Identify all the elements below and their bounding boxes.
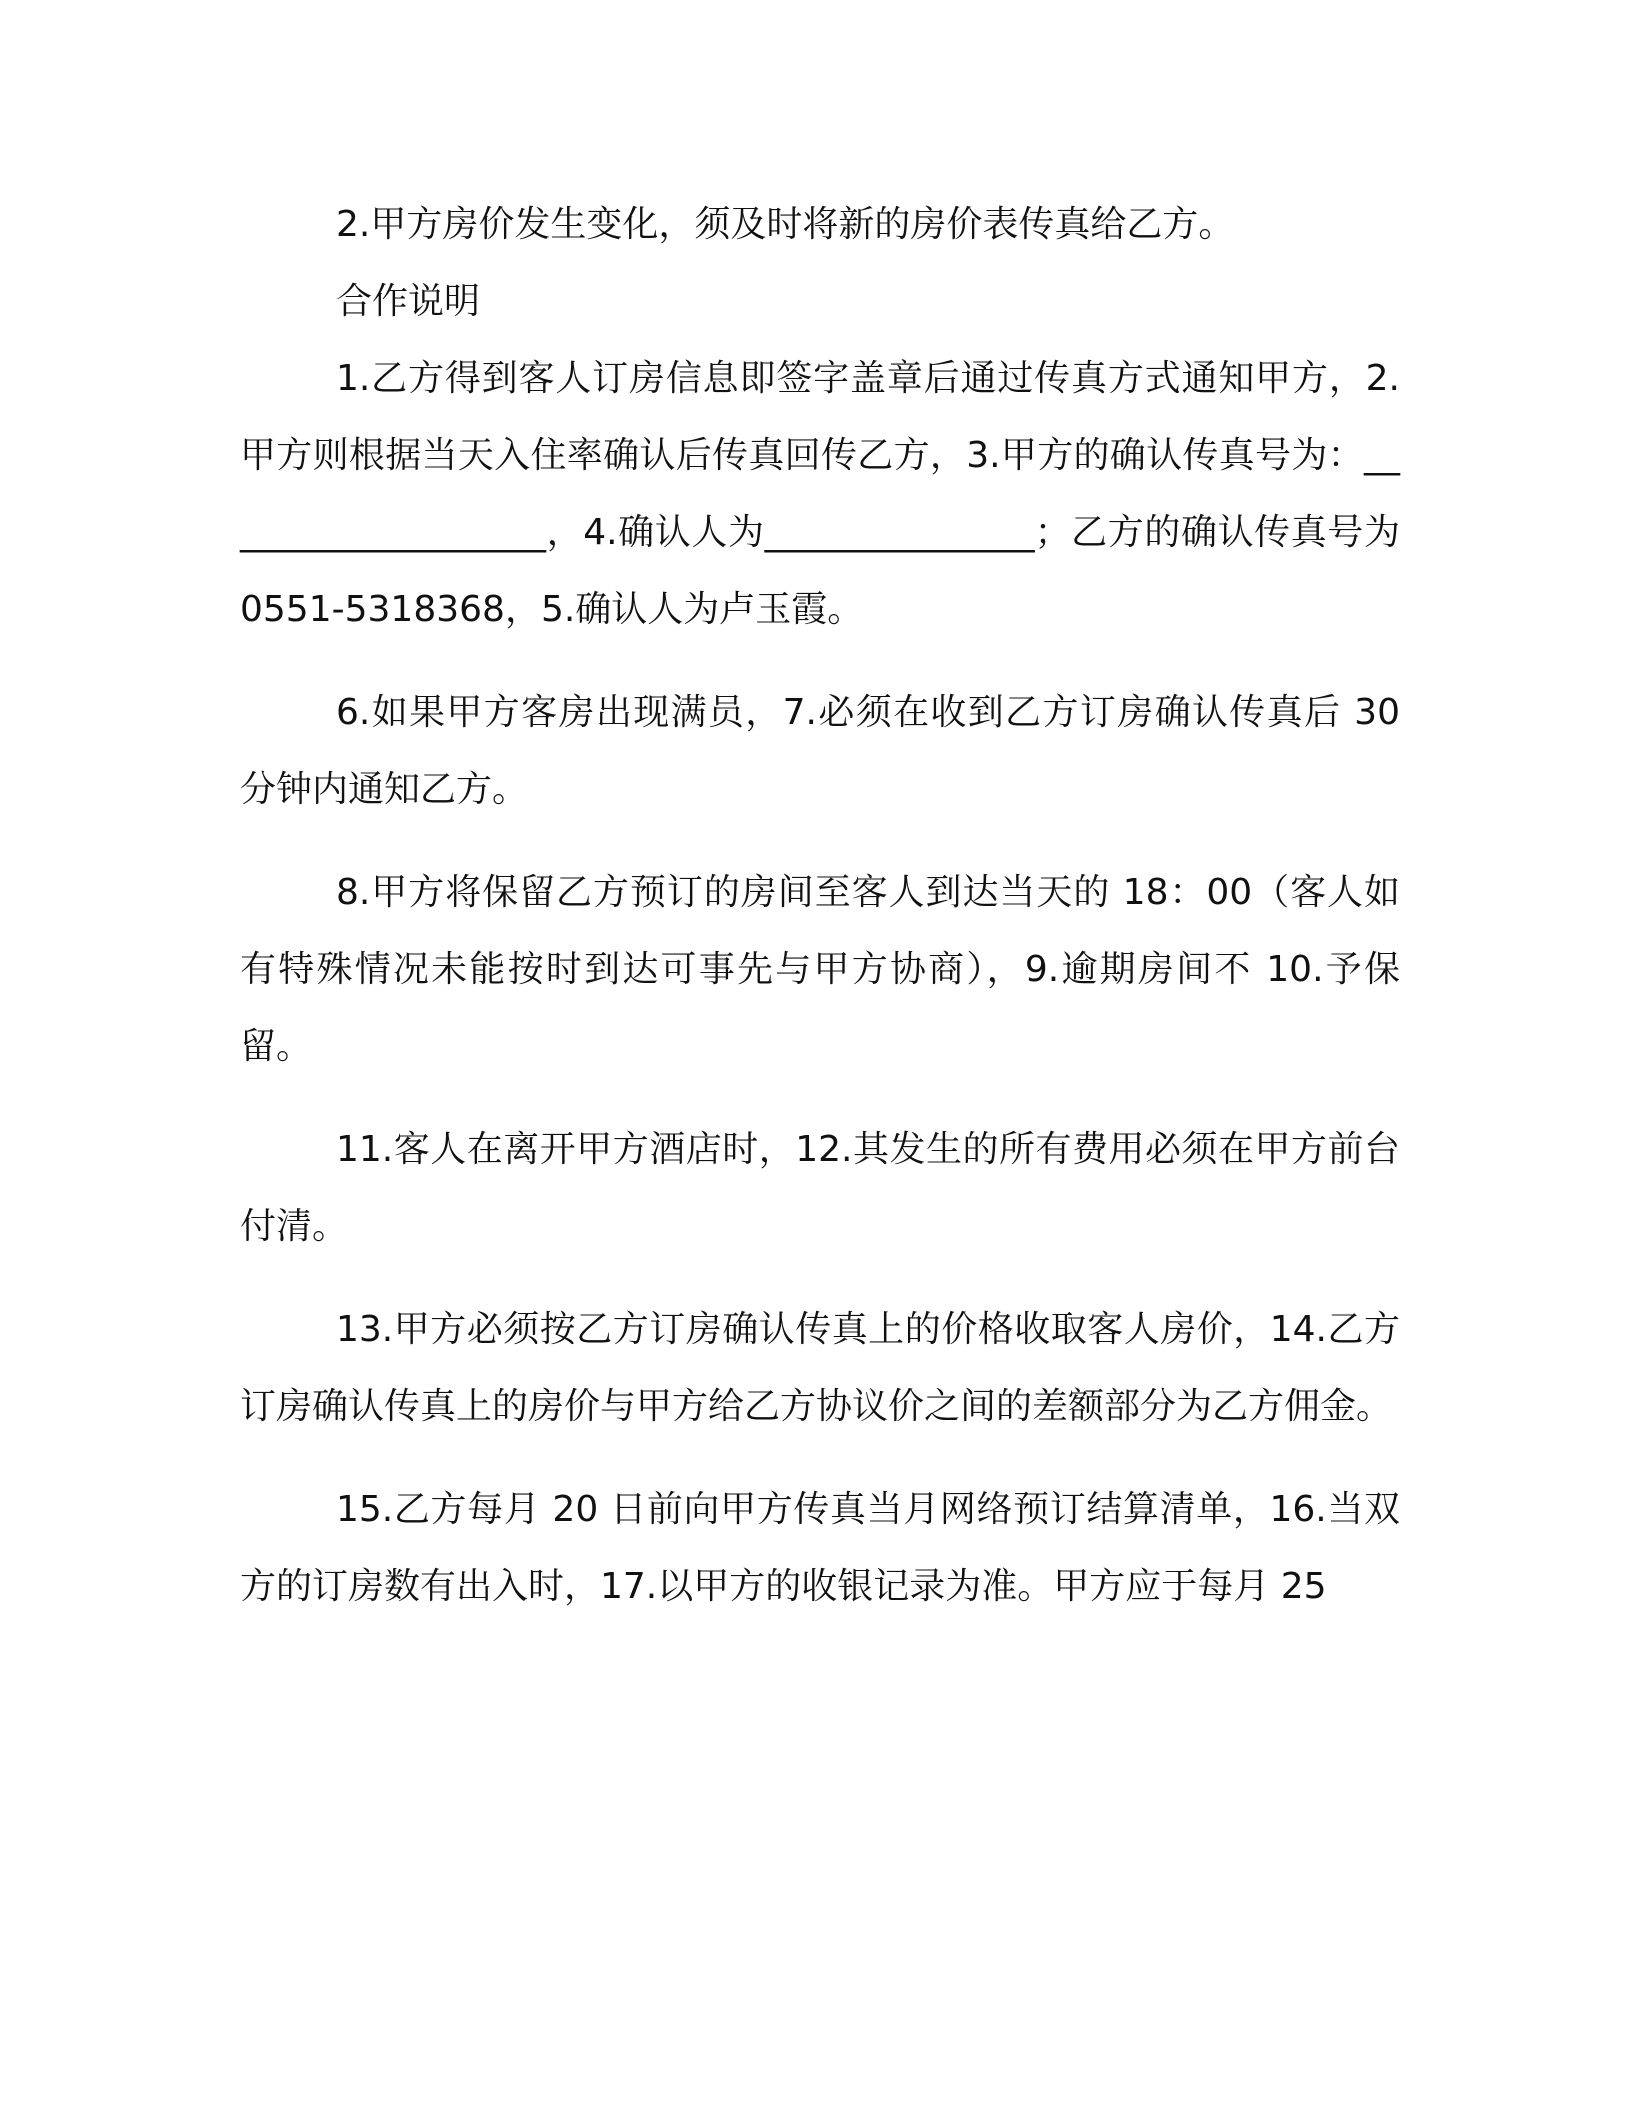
paragraph-room-retention: 8.甲方将保留乙方预订的房间至客人到达当天的 18：00（客人如有特殊情况未能按时到达可事先与甲方协商），9.逾期房间不 10.予保留。 bbox=[240, 872, 1400, 1067]
section-heading-cooperation: 合作说明 bbox=[336, 281, 481, 322]
paragraph-booking-fax: 1.乙方得到客人订房信息即签字盖章后通过传真方式通知甲方，2.甲方则根据当天入住率确认后传真回传乙方，3.甲方的确认传真号为：___________________，4.确认人为_______________；乙方的确认传真号为 0551-5318368，5.确认人为卢玉霞。 bbox=[240, 358, 1412, 630]
document-body bbox=[240, 186, 1412, 1625]
paragraph-checkout-payment: 11.客人在离开甲方酒店时，12.其发生的所有费用必须在甲方前台付清。 bbox=[240, 1129, 1400, 1247]
paragraph-monthly-settlement: 15.乙方每月 20 日前向甲方传真当月网络预订结算清单，16.当双方的订房数有出入时，17.以甲方的收银记录为准。甲方应于每月 25 bbox=[240, 1489, 1400, 1607]
paragraph-price-change: 2.甲方房价发生变化，须及时将新的房价表传真给乙方。 bbox=[336, 204, 1235, 245]
paragraph-commission: 13.甲方必须按乙方订房确认传真上的价格收取客人房价，14.乙方订房确认传真上的房价与甲方给乙方协议价之间的差额部分为乙方佣金。 bbox=[240, 1309, 1400, 1427]
paragraph-full-occupancy: 6.如果甲方客房出现满员，7.必须在收到乙方订房确认传真后 30 分钟内通知乙方。 bbox=[240, 692, 1412, 810]
